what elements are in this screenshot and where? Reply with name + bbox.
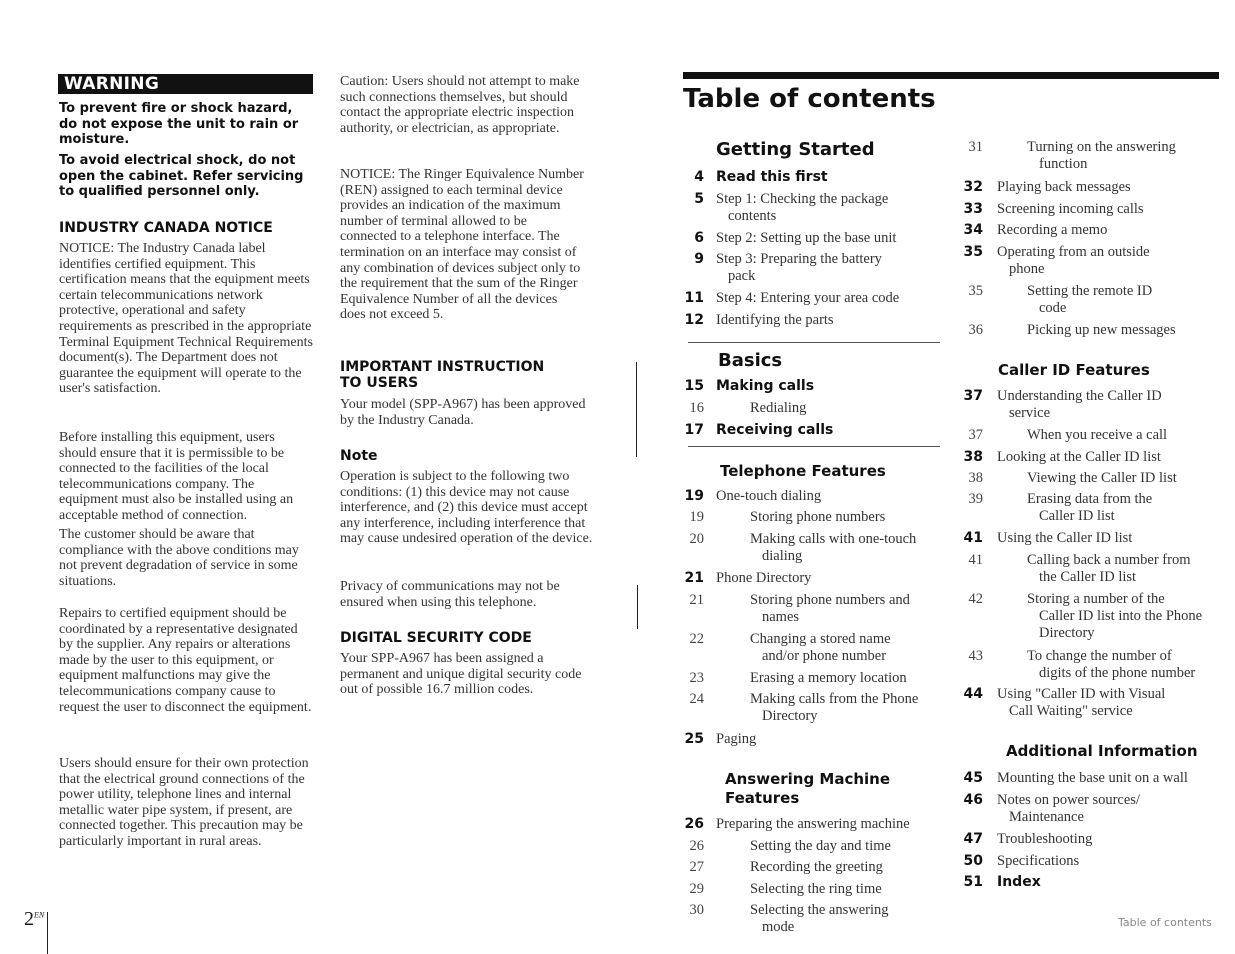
toc-entry[interactable] [682, 509, 942, 526]
toc-entry-title: Changing a stored name and/or phone number [750, 631, 891, 664]
toc-entry[interactable] [961, 491, 1221, 525]
section-divider [688, 446, 940, 447]
toc-entry-title: Step 4: Entering your area code [716, 290, 900, 306]
toc-page-number: 23 [689, 670, 704, 686]
section-caller-id-features: Caller ID Features [998, 361, 1150, 379]
toc-entry[interactable] [682, 816, 942, 833]
caution-text: Caution: Users should not attempt to make such connections themselves, but should contact the appropriate electric inspection authority, or electrician, as appropriate. [340, 74, 580, 136]
toc-entry-title: Specifications [997, 853, 1080, 869]
toc-entry-title: Selecting the ring time [750, 881, 882, 897]
note-text: Operation is subject to the following two conditions: (1) this device may not cause interference, and (2) this device must accept any interference, including interference that may cause undesired operation of the device. [340, 469, 593, 547]
toc-page-number: 27 [689, 859, 704, 875]
toc-entry[interactable] [961, 322, 1221, 339]
toc-page-number: 39 [968, 491, 983, 507]
toc-page-number: 26 [689, 838, 704, 854]
title-rule [683, 72, 1219, 79]
toc-page-number: 33 [963, 201, 983, 217]
toc-page-number: 47 [963, 831, 983, 847]
toc-page-number: 19 [684, 488, 704, 504]
toc-entry-title: Read this first [716, 169, 828, 185]
toc-entry-title: Erasing a memory location [750, 670, 907, 686]
margin-line [47, 912, 48, 954]
toc-entry-title: Making calls with one-touch dialing [750, 531, 917, 564]
toc-entry[interactable] [682, 191, 942, 225]
toc-entry[interactable] [682, 488, 942, 505]
toc-page-number: 20 [689, 531, 704, 547]
toc-entry[interactable] [961, 552, 1221, 586]
toc-page-number: 31 [968, 139, 983, 155]
toc-entry-title: Receiving calls [716, 422, 834, 438]
page-title: Table of contents [683, 84, 936, 114]
toc-page-number: 21 [689, 592, 704, 608]
toc-page-number: 26 [684, 816, 704, 832]
toc-entry[interactable] [682, 691, 942, 725]
toc-page-number: 42 [968, 591, 983, 607]
toc-page-number: 37 [968, 427, 983, 443]
toc-entry-title: Making calls [716, 378, 815, 394]
section-divider [688, 342, 940, 343]
toc-page-number: 17 [684, 422, 704, 438]
toc-entry[interactable] [961, 686, 1221, 720]
toc-page-number: 12 [684, 312, 704, 328]
toc-entry-title: Paging [716, 731, 757, 747]
toc-entry[interactable] [961, 139, 1221, 173]
toc-entry-title: Understanding the Caller ID service [997, 388, 1162, 421]
toc-page-number: 19 [689, 509, 704, 525]
industry-canada-heading: INDUSTRY CANADA NOTICE [59, 220, 273, 236]
privacy-text: Privacy of communications may not be ensured when using this telephone. [340, 579, 560, 610]
before-installing-text: Before installing this equipment, users should ensure that it is permissible to be connected to the facilities of the local telecommunications company. The equipment must also be installed using an acceptable method of connection. [59, 430, 294, 523]
toc-entry-title: Identifying the parts [716, 312, 834, 328]
warning-paragraph-1: To prevent fire or shock hazard, do not expose the unit to rain or moisture. [59, 101, 299, 147]
toc-entry-title: Index [997, 874, 1041, 890]
toc-entry[interactable] [961, 427, 1221, 444]
toc-entry-title: To change the number of digits of the phone number [1027, 648, 1196, 681]
section-answering-machine: Answering Machine Features [725, 770, 891, 807]
industry-canada-text: NOTICE: The Industry Canada label identifies certified equipment. This certification means that the equipment meets certain telecommunications network protective, operational and safety requirements as prescribed in the appropriate Terminal Equipment Technical Requirements document(s). The Department does not guarantee the equipment will operate to the user's satisfaction. [59, 241, 313, 397]
section-getting-started: Getting Started [716, 139, 875, 160]
toc-entry[interactable] [682, 881, 942, 898]
section-telephone-features: Telephone Features [720, 462, 886, 480]
toc-page-number: 5 [694, 191, 704, 207]
toc-entry[interactable] [961, 222, 1221, 239]
toc-entry-title: Mounting the base unit on a wall [997, 770, 1188, 786]
toc-entry-title: Recording the greeting [750, 859, 883, 875]
toc-page-number: 24 [689, 691, 704, 707]
toc-entry-title: Phone Directory [716, 570, 812, 586]
toc-page-number: 4 [694, 169, 704, 185]
toc-page-number: 30 [689, 902, 704, 918]
toc-page-number: 16 [689, 400, 704, 416]
toc-page-number: 36 [968, 322, 983, 338]
toc-entry[interactable] [682, 731, 942, 748]
toc-entry[interactable] [682, 378, 942, 395]
toc-entry-title: Using the Caller ID list [997, 530, 1133, 546]
toc-entry-title: Playing back messages [997, 179, 1131, 195]
toc-entry-title: Setting the day and time [750, 838, 891, 854]
toc-entry-title: Looking at the Caller ID list [997, 449, 1161, 465]
toc-page-number: 34 [963, 222, 983, 238]
toc-page-number: 41 [968, 552, 983, 568]
toc-entry-title: Recording a memo [997, 222, 1108, 238]
toc-entry[interactable] [961, 179, 1221, 196]
toc-entry[interactable] [682, 400, 942, 417]
digital-security-heading: DIGITAL SECURITY CODE [340, 630, 532, 646]
toc-page-number: 37 [963, 388, 983, 404]
toc-entry[interactable] [682, 531, 942, 565]
warning-paragraph-2: To avoid electrical shock, do not open the cabinet. Refer servicing to qualified personnel only. [59, 153, 304, 199]
toc-entry-title: When you receive a call [1027, 427, 1168, 443]
toc-entry[interactable] [682, 592, 942, 626]
toc-entry[interactable] [682, 290, 942, 307]
note-heading: Note [340, 448, 378, 464]
toc-page-number: 46 [963, 792, 983, 808]
ren-notice-text: NOTICE: The Ringer Equivalence Number (REN) assigned to each terminal device provides an indication of the maximum number of terminal allowed to be connected to a telephone interface. The termination on an interface may consist of any combination of devices subject only to the requirement that the sum of the Ringer Equivalence Number of all the devices does not exceed 5. [340, 167, 584, 323]
toc-entry-title: Step 3: Preparing the battery pack [716, 251, 882, 284]
toc-entry[interactable] [961, 853, 1221, 870]
section-additional-information: Additional Information [1006, 742, 1198, 760]
toc-page-number: 50 [963, 853, 983, 869]
toc-entry[interactable] [682, 230, 942, 247]
important-instruction-text: Your model (SPP-A967) has been approved by the Industry Canada. [340, 397, 586, 428]
toc-entry-title: Operating from an outside phone [997, 244, 1150, 277]
toc-entry-title: Selecting the answering mode [750, 902, 889, 935]
toc-entry-title: Calling back a number from the Caller ID list [1027, 552, 1191, 585]
toc-entry[interactable] [682, 251, 942, 285]
customer-awareness-text: The customer should be aware that compliance with the above conditions may not prevent degradation of service in some situations. [59, 527, 299, 589]
toc-entry[interactable] [961, 283, 1221, 317]
important-instruction-heading: IMPORTANT INSTRUCTION TO USERS [340, 359, 545, 391]
toc-page-number: 15 [684, 378, 704, 394]
toc-page-number: 32 [963, 179, 983, 195]
footer-label: Table of contents [1118, 916, 1212, 929]
toc-entry-title: Screening incoming calls [997, 201, 1144, 217]
toc-entry[interactable] [682, 169, 942, 186]
toc-entry-title: Making calls from the Phone Directory [750, 691, 919, 724]
toc-page-number: 51 [963, 874, 983, 890]
toc-entry-title: Setting the remote ID code [1027, 283, 1153, 316]
toc-entry-title: Troubleshooting [997, 831, 1093, 847]
toc-entry[interactable] [682, 631, 942, 665]
section-basics: Basics [718, 350, 783, 371]
toc-entry-title: Storing a number of the Caller ID list into the Phone Directory [1027, 591, 1203, 641]
repairs-text: Repairs to certified equipment should be coordinated by a representative designated by the supplier. Any repairs or alterations made by the user to this equipment, or equipment malfunctions may give the telecommunications company cause to request the user to disconnect the equipment. [59, 606, 312, 715]
toc-entry[interactable] [961, 530, 1221, 547]
toc-page-number: 22 [689, 631, 704, 647]
toc-page-number: 25 [684, 731, 704, 747]
toc-entry[interactable] [961, 831, 1221, 848]
toc-entry-title: Storing phone numbers [750, 509, 886, 525]
toc-page-number: 21 [684, 570, 704, 586]
toc-entry-title: Erasing data from the Caller ID list [1027, 491, 1153, 524]
toc-entry[interactable] [961, 648, 1221, 682]
toc-page-number: 38 [963, 449, 983, 465]
toc-page-number: 9 [694, 251, 704, 267]
toc-entry-title: Viewing the Caller ID list [1027, 470, 1177, 486]
toc-page-number: 11 [684, 290, 704, 306]
toc-entry-title: Redialing [750, 400, 807, 416]
toc-entry[interactable] [961, 591, 1221, 642]
digital-security-text: Your SPP-A967 has been assigned a permanent and unique digital security code out of possible 16.7 million codes. [340, 651, 582, 698]
toc-entry[interactable] [961, 470, 1221, 487]
toc-entry-title: Using "Caller ID with Visual Call Waiting" service [997, 686, 1166, 719]
toc-page-number: 6 [694, 230, 704, 246]
toc-entry[interactable] [682, 312, 942, 329]
scan-mark [637, 585, 638, 629]
toc-page-number: 29 [689, 881, 704, 897]
toc-entry[interactable] [682, 422, 942, 439]
warning-banner [58, 74, 313, 94]
warning-label: WARNING [64, 74, 160, 94]
toc-entry-title: Preparing the answering machine [716, 816, 910, 832]
scan-mark [636, 362, 637, 457]
toc-entry[interactable] [682, 670, 942, 687]
toc-entry[interactable] [961, 388, 1221, 422]
toc-entry-title: Step 1: Checking the package contents [716, 191, 889, 224]
toc-page-number: 35 [968, 283, 983, 299]
toc-page-number: 38 [968, 470, 983, 486]
toc-entry-title: Picking up new messages [1027, 322, 1176, 338]
toc-entry-title: Storing phone numbers and names [750, 592, 910, 625]
toc-entry[interactable] [682, 859, 942, 876]
toc-page-number: 44 [963, 686, 983, 702]
toc-entry[interactable] [961, 874, 1221, 891]
toc-entry[interactable] [682, 838, 942, 855]
toc-entry-title: Step 2: Setting up the base unit [716, 230, 897, 246]
toc-page-number: 43 [968, 648, 983, 664]
toc-entry[interactable] [961, 792, 1221, 826]
toc-entry[interactable] [682, 570, 942, 587]
toc-page-number: 45 [963, 770, 983, 786]
grounding-text: Users should ensure for their own protection that the electrical ground connections of the power utility, telephone lines and internal metallic water pipe system, if present, are connected together. This precaution may be particularly important in rural areas. [59, 756, 309, 849]
toc-page-number: 41 [963, 530, 983, 546]
toc-entry[interactable] [961, 201, 1221, 218]
toc-page-number: 35 [963, 244, 983, 260]
toc-entry-title: One-touch dialing [716, 488, 822, 504]
toc-entry[interactable] [961, 770, 1221, 787]
toc-entry[interactable] [961, 449, 1221, 466]
toc-entry[interactable] [961, 244, 1221, 278]
toc-entry-title: Notes on power sources/ Maintenance [997, 792, 1140, 825]
toc-entry[interactable] [682, 902, 942, 936]
toc-entry-title: Turning on the answering function [1027, 139, 1176, 172]
page-number: $2^{EN}$ [24, 908, 45, 930]
